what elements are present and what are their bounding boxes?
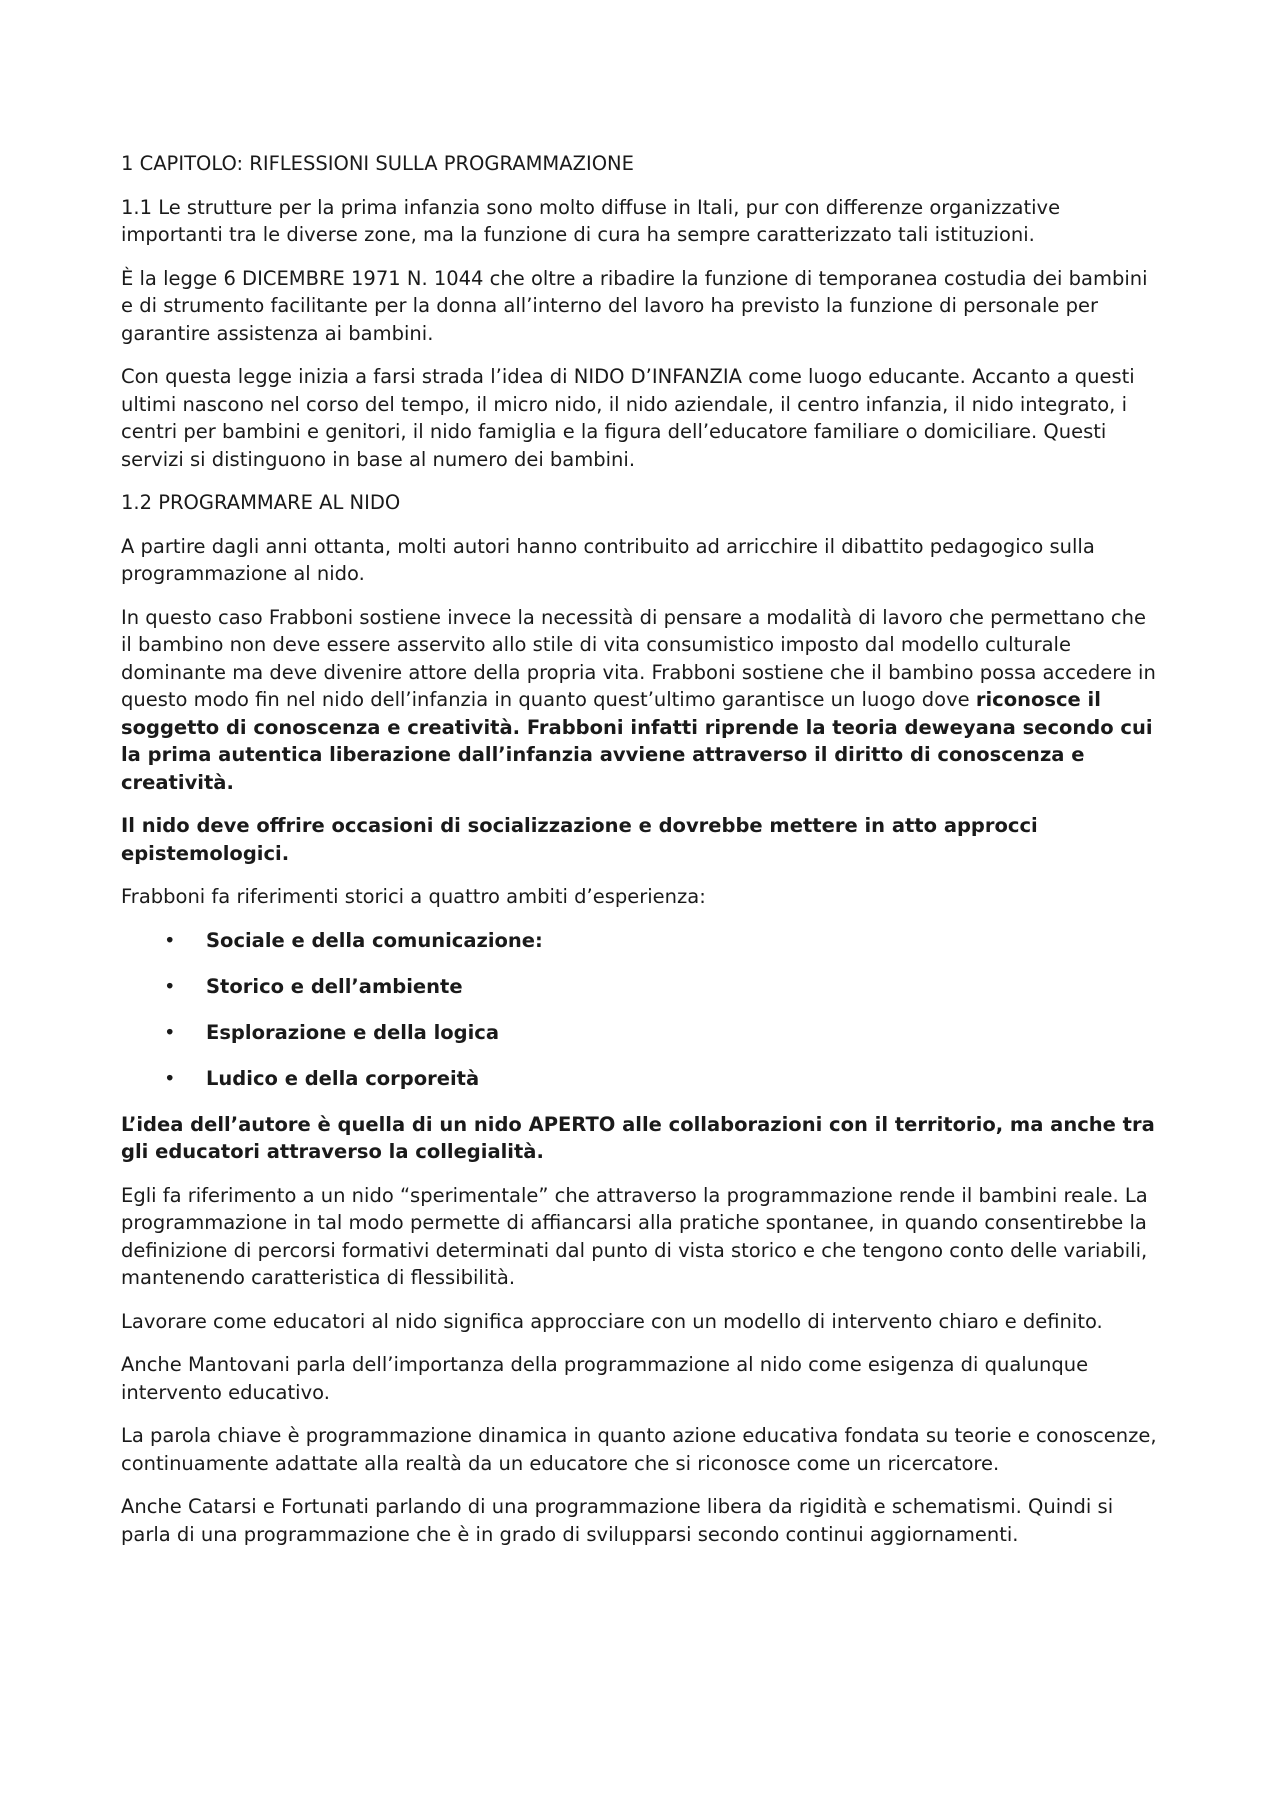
list-item-text: Sociale e della comunicazione: bbox=[206, 928, 543, 952]
document-body bbox=[121, 150, 1161, 1564]
list-item bbox=[121, 927, 1161, 955]
paragraph-8: L’idea dell’autore è quella di un nido APERTO alle collaborazioni con il territorio, ma anche tra gli educatori attraverso la collegialità. bbox=[121, 1112, 1155, 1163]
paragraph-11: Anche Mantovani parla dell’importanza della programmazione al nido come esigenza di qualunque intervento educativo. bbox=[121, 1353, 1089, 1404]
section-heading: 1.2 PROGRAMMARE AL NIDO bbox=[121, 491, 401, 514]
paragraph-10: Lavorare come educatori al nido significa approcciare con un modello di intervento chiaro e definito. bbox=[121, 1309, 1103, 1333]
bullet-icon: • bbox=[164, 928, 176, 952]
paragraph-5-bold-text: riconosce il soggetto di conoscenza e creatività. Frabboni infatti riprende la teoria deweyana secondo cui la prima autentica liberazione dall’infanzia avviene attraverso il diritto di conoscenza e creatività. bbox=[121, 688, 1153, 794]
paragraph-7: Frabboni fa riferimenti storici a quattro ambiti d’esperienza: bbox=[121, 885, 706, 908]
paragraph-5-text: In questo caso Frabboni sostiene invece la necessità di pensare a modalità di lavoro che permettano che il bambino non deve essere asservito allo stile di vita consumistico imposto dal modello culturale dominante ma deve divenire attore della propria vita. Frabboni sostiene che il bambino possa accedere in questo modo fin nel nido dell’infanzia in quanto quest’ultimo garantisce un luogo dove bbox=[121, 605, 1156, 711]
experience-areas-list bbox=[121, 927, 1161, 1093]
paragraph-5 bbox=[121, 604, 1161, 797]
list-item bbox=[121, 1065, 1161, 1093]
list-item-text: Esplorazione e della logica bbox=[206, 1020, 500, 1044]
paragraph-6: Il nido deve offrire occasioni di socializzazione e dovrebbe mettere in atto approcci epistemologici. bbox=[121, 814, 1038, 865]
bullet-icon: • bbox=[164, 974, 176, 998]
paragraph-2: È la legge 6 DICEMBRE 1971 N. 1044 che oltre a ribadire la funzione di temporanea costudia dei bambini e di strumento facilitante per la donna all’interno del lavoro ha previsto la funzione di personale per garantire assistenza ai bambini. bbox=[121, 266, 1148, 345]
paragraph-3: Con questa legge inizia a farsi strada l’idea di NIDO D’INFANZIA come luogo educante. Accanto a questi ultimi nascono nel corso del tempo, il micro nido, il nido aziendale, il centro infanzia, il nido integrato, i centri per bambini e genitori, il nido famiglia e la figura dell’educatore familiare o domiciliare. Questi servizi si distinguono in base al numero dei bambini. bbox=[121, 365, 1135, 471]
bullet-icon: • bbox=[164, 1020, 176, 1044]
list-item bbox=[121, 1019, 1161, 1047]
bullet-icon: • bbox=[164, 1066, 176, 1090]
paragraph-12: La parola chiave è programmazione dinamica in quanto azione educativa fondata su teorie e conoscenze, continuamente adattate alla realtà da un educatore che si riconosce come un ricercatore. bbox=[121, 1424, 1157, 1475]
chapter-title: 1 CAPITOLO: RIFLESSIONI SULLA PROGRAMMAZIONE bbox=[121, 152, 634, 175]
list-item-text: Ludico e della corporeità bbox=[206, 1066, 480, 1090]
paragraph-4: A partire dagli anni ottanta, molti autori hanno contribuito ad arricchire il dibattito pedagogico sulla programmazione al nido. bbox=[121, 534, 1095, 585]
paragraph-13: Anche Catarsi e Fortunati parlando di una programmazione libera da rigidità e schematismi. Quindi si parla di una programmazione che è in grado di svilupparsi secondo continui aggiornamenti. bbox=[121, 1495, 1114, 1546]
paragraph-9: Egli fa riferimento a un nido “sperimentale” che attraverso la programmazione rende il bambini reale. La programmazione in tal modo permette di affiancarsi alla pratiche spontanee, in quando consentirebbe la definizione di percorsi formativi determinati dal punto di vista storico e che tengono conto delle variabili, mantenendo caratteristica di flessibilità. bbox=[121, 1183, 1148, 1289]
list-item-text: Storico e dell’ambiente bbox=[206, 974, 463, 998]
paragraph-1: 1.1 Le strutture per la prima infanzia sono molto diffuse in Itali, pur con differenze organizzative importanti tra le diverse zone, ma la funzione di cura ha sempre caratterizzato tali istituzioni. bbox=[121, 195, 1061, 246]
list-item bbox=[121, 973, 1161, 1001]
